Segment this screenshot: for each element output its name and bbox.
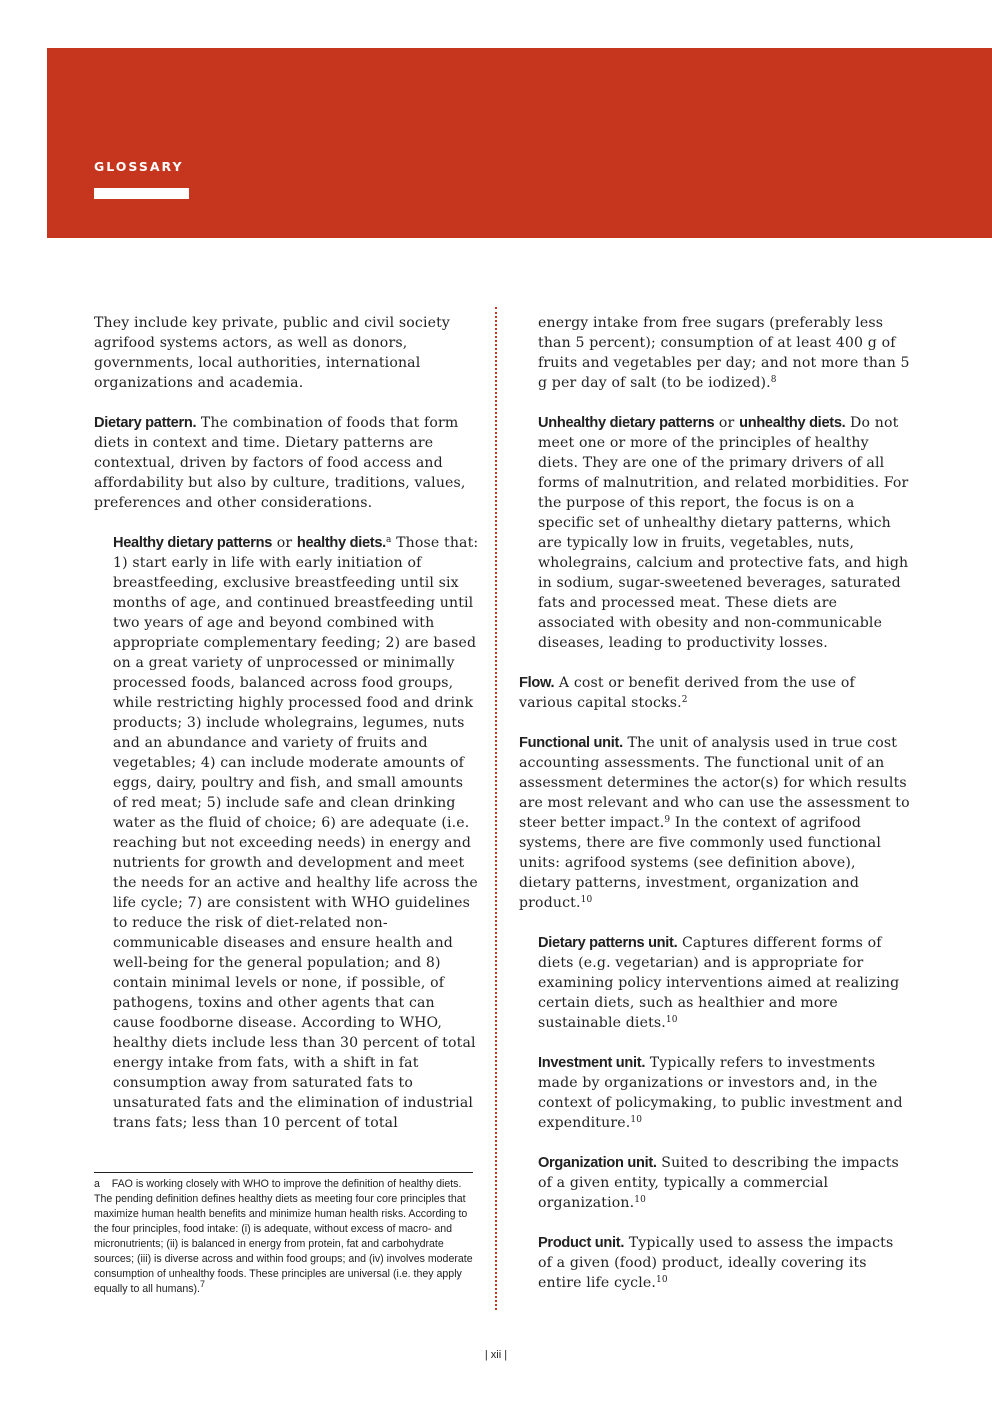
term-connector: or <box>714 415 740 431</box>
right-column <box>519 313 911 1293</box>
definition-functional-unit-1: The unit of analysis used in true cost accounting assessments. The functional unit of an assessment determines the actor(s) for which results are most relevant and who can use the assessment to steer better impact. <box>519 735 910 831</box>
term-product-unit: Product unit. <box>538 1235 625 1251</box>
footnote-rule <box>94 1172 473 1173</box>
entry-flow <box>519 673 911 713</box>
reference-10[interactable]: 10 <box>580 895 593 905</box>
definition-functional-unit-2: In the context of agrifood systems, there are five commonly used functional units: agrifood systems (see definition above), dietary patterns, investment, organization and product. <box>519 815 881 911</box>
entry-product-unit <box>538 1233 911 1293</box>
term-unhealthy-diets: unhealthy diets. <box>739 415 846 431</box>
term-dietary-pattern: Dietary pattern. <box>94 415 197 431</box>
term-connector: or <box>272 535 297 551</box>
entry-healthy-diets <box>113 533 479 1133</box>
footnote-text: FAO is working closely with WHO to improve the definition of healthy diets. The pending definition defines healthy diets as meeting four core principles that maximize human health benefits and minimize human health risks. According to the four principles, food intake: (i) is adequate, without excess of macro- and micronutrients; (ii) is balanced in energy from protein, fat and carbohydrate sources; (iii) is diverse across and within food groups; and (iv) involves moderate consumption of unhealthy foods. These principles are universal (i.e. they apply equally to all humans). <box>94 1178 473 1295</box>
definition-organization-unit: Suited to describing the impacts of a given entity, typically a commercial organization. <box>538 1155 899 1211</box>
entry-unhealthy-diets <box>538 413 911 653</box>
entry-dietary-pattern <box>94 413 479 513</box>
header-banner <box>47 48 992 238</box>
healthy-diets-continued <box>538 313 911 393</box>
reference-10[interactable]: 10 <box>630 1115 643 1125</box>
left-column <box>94 313 479 1133</box>
term-functional-unit: Functional unit. <box>519 735 623 751</box>
definition-dietary-pattern: The combination of foods that form diets in context and time. Dietary patterns are contextual, driven by factors of food access and affordability but also by culture, traditions, values, preferences and other considerations. <box>94 415 466 511</box>
definition-flow: A cost or benefit derived from the use of various capital stocks. <box>519 675 855 711</box>
definition-investment-unit: Typically refers to investments made by organizations or investors and, in the context of policymaking, to public investment and expenditure. <box>538 1055 903 1131</box>
term-dietary-patterns-unit: Dietary patterns unit. <box>538 935 678 951</box>
term-organization-unit: Organization unit. <box>538 1155 657 1171</box>
term-healthy-dietary-patterns: Healthy dietary patterns <box>113 535 273 551</box>
reference-2[interactable]: 2 <box>681 695 688 705</box>
reference-10[interactable]: 10 <box>665 1015 678 1025</box>
term-healthy-diets: healthy diets. <box>296 535 386 551</box>
footnote-marker[interactable]: a <box>385 535 392 545</box>
column-divider <box>495 307 497 1310</box>
healthy-diets-continued-text: energy intake from free sugars (preferably less than 5 percent); consumption of at least 400 g of fruits and vegetables per day; and not more than 5 g per day of salt (to be iodized). <box>538 315 910 391</box>
term-unhealthy-dietary-patterns: Unhealthy dietary patterns <box>538 415 715 431</box>
footnote-ref[interactable]: 7 <box>200 1279 206 1289</box>
intro-paragraph: They include key private, public and civil society agrifood systems actors, as well as donors, governments, local authorities, international organizations and academia. <box>94 315 451 391</box>
reference-10[interactable]: 10 <box>655 1275 668 1285</box>
title-underline-bar <box>94 188 189 199</box>
reference-10[interactable]: 10 <box>634 1195 646 1205</box>
reference-8[interactable]: 8 <box>770 375 777 385</box>
term-investment-unit: Investment unit. <box>538 1055 646 1071</box>
definition-dietary-patterns-unit: Captures different forms of diets (e.g. vegetarian) and is appropriate for examining policy interventions aimed at realizing certain diets, such as healthier and more sustainable diets. <box>538 935 900 1031</box>
entry-functional-unit <box>519 733 911 913</box>
section-title: GLOSSARY <box>94 159 184 174</box>
definition-product-unit: Typically used to assess the impacts of a given (food) product, ideally covering its entire life cycle. <box>538 1235 894 1291</box>
footnote-mark: a <box>94 1178 100 1190</box>
definition-healthy-diets: Those that: 1) start early in life with early initiation of breastfeeding, exclusive breastfeeding until six months of age, and continued breastfeeding until two years of age and beyond combined with appropriate complementary feeding; 2) are based on a great variety of unprocessed or minimally processed foods, balanced across food groups, while restricting highly processed food and drink products; 3) include wholegrains, legumes, nuts and an abundance and variety of fruits and vegetables; 4) can include moderate amounts of eggs, dairy, poultry and fish, and small amounts of red meat; 5) include safe and clean drinking water as the fluid of choice; 6) are adequate (i.e. reaching but not exceeding needs) in energy and nutrients for growth and development and meet the needs for an active and healthy life across the life cycle; 7) are consistent with WHO guidelines to reduce the risk of diet-related non-communicable diseases and ensure health and well-being for the general population; and 8) contain minimal levels or none, if possible, of pathogens, toxins and other agents that can cause foodborne disease. According to WHO, healthy diets include less than 30 percent of total energy intake from fats, with a shift in fat consumption away from saturated fats to unsaturated fats and the elimination of industrial trans fats; less than 10 percent of total <box>113 535 479 1131</box>
reference-9[interactable]: 9 <box>664 815 671 825</box>
page-number: | xii | <box>484 1349 508 1361</box>
definition-unhealthy-diets: Do not meet one or more of the principles of healthy diets. They are one of the primary drivers of all forms of malnutrition, and related morbidities. For the purpose of this report, the focus is on a specific set of unhealthy dietary patterns, which are typically low in fruits, vegetables, nuts, wholegrains, calcium and protective fats, and high in sodium, sugar-sweetened beverages, saturated fats and processed meat. These diets are associated with obesity and non-communicable diseases, leading to productivity losses. <box>538 415 909 651</box>
entry-organization-unit <box>538 1153 911 1213</box>
entry-dietary-patterns-unit <box>538 933 911 1033</box>
footnote-a <box>94 1177 476 1297</box>
term-flow: Flow. <box>519 675 555 691</box>
entry-investment-unit <box>538 1053 911 1133</box>
